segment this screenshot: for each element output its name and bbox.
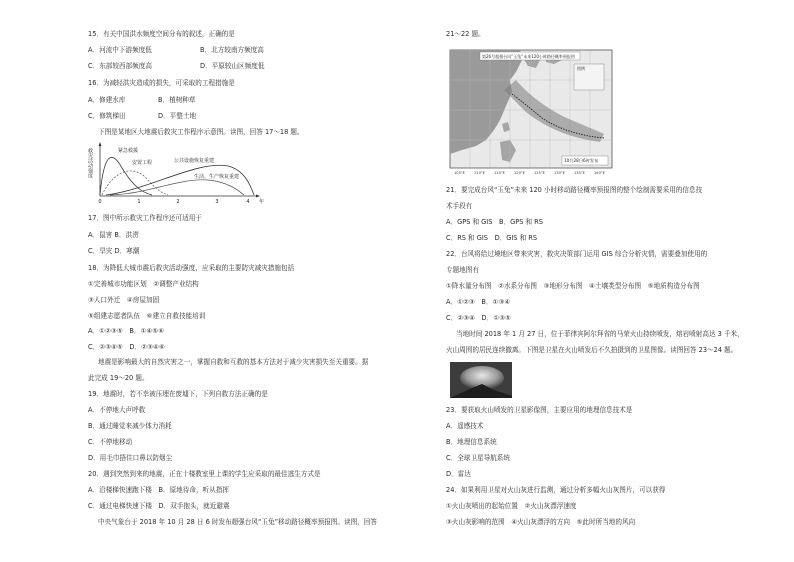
volcano-satellite-image (450, 362, 512, 398)
lon-120: 120°E (514, 171, 525, 175)
q21-stem-1: 21．要完成台风“玉兔”未来 120 小时移动路径概率预报图的整个绘制需要采用的信息技 (446, 186, 703, 194)
q20-stem: 20．遇到突然到来的地震，正在十楼教室里上课的学生应采取的最佳逃生方式是 (88, 470, 321, 478)
lon-110: 110°E (474, 171, 485, 175)
q16-option-d: D．平整土地 (158, 112, 197, 120)
q16-option-b: B．植树种草 (158, 96, 196, 104)
q17-options-cd: C．旱灾 D．寒潮 (88, 247, 140, 255)
tick-2: 2 (176, 199, 180, 205)
intro-19-20-b: 此完成 19～20 题。 (88, 374, 149, 382)
q19-option-a: A．不停地大声呼救 (88, 406, 146, 414)
intro-19-20-a: 地震是影响最大的自然灾害之一，掌握自救和互救的基本方法对于减少灾害损失至关重要。据 (98, 358, 369, 366)
tick-3: 3 (215, 199, 219, 205)
legend-label: 图例 (577, 66, 585, 71)
q23-option-d: D．雷达 (446, 470, 471, 478)
intro-21-22-a: 中央气象台于 2018 年 10 月 28 日 6 时发布超强台风“玉兔”移动路径概率预报图。读图，回答 (98, 518, 377, 526)
lon-125: 125°E (534, 171, 545, 175)
lon-140: 140°E (594, 171, 605, 175)
chart-y-arrow (99, 142, 102, 146)
q17-options-ab: A．鼠害 B．洪涝 (88, 231, 139, 239)
q19-option-c: C．不停地移动 (88, 438, 133, 446)
label-resettlement: 安置工程 (132, 160, 153, 166)
q22-options-ab: A．①②③ B．①③④ (446, 298, 511, 306)
map-stamp: 10月28日6时发布 (564, 158, 599, 163)
q18-line2: ③人口外迁 ④房屋加固 (88, 296, 160, 304)
q15-option-d: D．平原较山区频度低 (200, 62, 265, 70)
q22-stem-1: 22．台风将给过境地区带来灾害，救灾决策部门运用 GIS 综合分析灾情，需要叠加使用的 (446, 250, 708, 258)
intro-17-18: 下图是某地区大地震后救灾工作程序示意图。读图，回答 17～18 题。 (98, 128, 304, 136)
q21-stem-2: 术手段有 (446, 202, 473, 210)
curve-resettlement (102, 171, 168, 195)
intro-23-24-b: 火山周围的居民连续撤离。下图是卫星在火山喷发后不久拍摄到的卫星图像。读图回答 23～24 题。 (446, 346, 738, 354)
q18-line1: ①完善城市功能区划 ②调整产业结构 (88, 280, 199, 288)
q23-option-b: B．地理信息系统 (446, 438, 497, 446)
q19-option-d: D．用毛巾捂住口鼻以防烟尘 (88, 454, 173, 462)
q18-line3: ⑤组建志愿者队伍 ⑥建立自救技能培训 (88, 312, 206, 320)
q15-option-a: A．河流中下游频度低 (88, 46, 152, 54)
q20-options-ab: A．沿楼梯快速跑下楼 B．原地待命，听从指挥 (88, 486, 229, 494)
q24-stem: 24．如果利用卫星对火山灰进行监测，通过分析多幅火山灰图片，可以获得 (446, 486, 666, 494)
q21-options-ab: A．GPS 和 GIS B．GPS 和 RS (446, 218, 543, 226)
x-axis-label: 年 (259, 199, 265, 205)
q23-stem: 23．要获取火山喷发的卫星影像图，主要应用的地理信息技术是 (446, 406, 633, 414)
intro-21-22-b: 21～22 题。 (446, 30, 485, 38)
q21-options-cd: C．RS 和 GIS D．GIS 和 RS (446, 234, 538, 242)
q18-options-ab: A．①②③⑤ B．①④⑤⑥ (88, 327, 165, 335)
q22-stem-2: 专题地图有 (446, 266, 479, 274)
q18-options-cd: C．②③④⑤ D．②③④⑥ (88, 343, 165, 351)
label-public-facilities: 公共设施恢复重建 (174, 158, 215, 164)
q16-stem: 16．为减轻洪灾造成的损失，可采取的工程措施是 (88, 79, 235, 87)
curve-public-facilities (106, 165, 254, 195)
q22-line1: ①降水量分布图 ②水系分布图 ③地形分布图 ④土壤类型分布图 ⑤地质构造分布图 (446, 282, 700, 290)
intro-23-24-a: 当地时间 2018 年 1 月 27 日，位于菲律宾阿尔拜省的马荣火山持续喷发，熔岩喷射高达 3 千米， (456, 330, 744, 338)
q24-line2: ③火山灰影响的范围 ④火山灰漂浮的方向 ⑤此时所当地的风向 (446, 518, 636, 526)
q19-stem: 19．地震时，若不幸被压埋在废墟下，下列自救方法正确的是 (88, 390, 268, 398)
lon-130: 130°E (554, 171, 565, 175)
curve-livelihood (110, 180, 244, 195)
lon-115: 115°E (494, 171, 505, 175)
q15-stem: 15．有关中国洪水频度空间分布的叙述，正确的是 (88, 30, 235, 38)
q23-option-a: A．遥感技术 (446, 422, 484, 430)
label-livelihood: 生活、生产恢复重建 (194, 174, 240, 180)
q19-option-b: B．通过睡觉来减少体力消耗 (88, 422, 172, 430)
typhoon-track-map (450, 50, 612, 176)
q15-option-b: B．北方较南方频度高 (200, 46, 264, 54)
q17-stem: 17．图中所示救灾工作程序还可适用于 (88, 214, 202, 222)
relief-program-chart (88, 140, 268, 206)
q15-option-c: C．东部较西部频度高 (88, 62, 152, 70)
q24-line1: ①火山灰喷出的起始位置 ②火山灰漂浮速度 (446, 502, 577, 510)
lon-135: 135°E (574, 171, 585, 175)
tick-0: 0 (98, 199, 102, 205)
lon-105: 105°E (454, 171, 465, 175)
tick-4: 4 (246, 199, 250, 205)
chart-x-arrow (256, 195, 260, 198)
q18-stem: 18．为降低大城市震后救灾活动强度，应采取的主要防灾减灾措施包括 (88, 264, 295, 272)
chart-y-label: 救灾活动强度 (87, 148, 93, 178)
label-emergency-rescue: 紧急救援 (118, 148, 139, 154)
q22-options-cd: C．②③④ D．①③⑤ (446, 314, 511, 322)
q20-options-cd: C．通过电梯快速下楼 D．双手抱头，就近避震 (88, 502, 230, 510)
q16-option-c: C．修筑梯田 (88, 112, 126, 120)
q23-option-c: C．全球卫星导航系统 (446, 454, 510, 462)
tick-1: 1 (137, 199, 141, 205)
map-title: 第26号超强台风“玉兔”未来120小时路径概率预报图 (482, 54, 575, 59)
q16-option-a: A．修建水库 (88, 96, 126, 104)
